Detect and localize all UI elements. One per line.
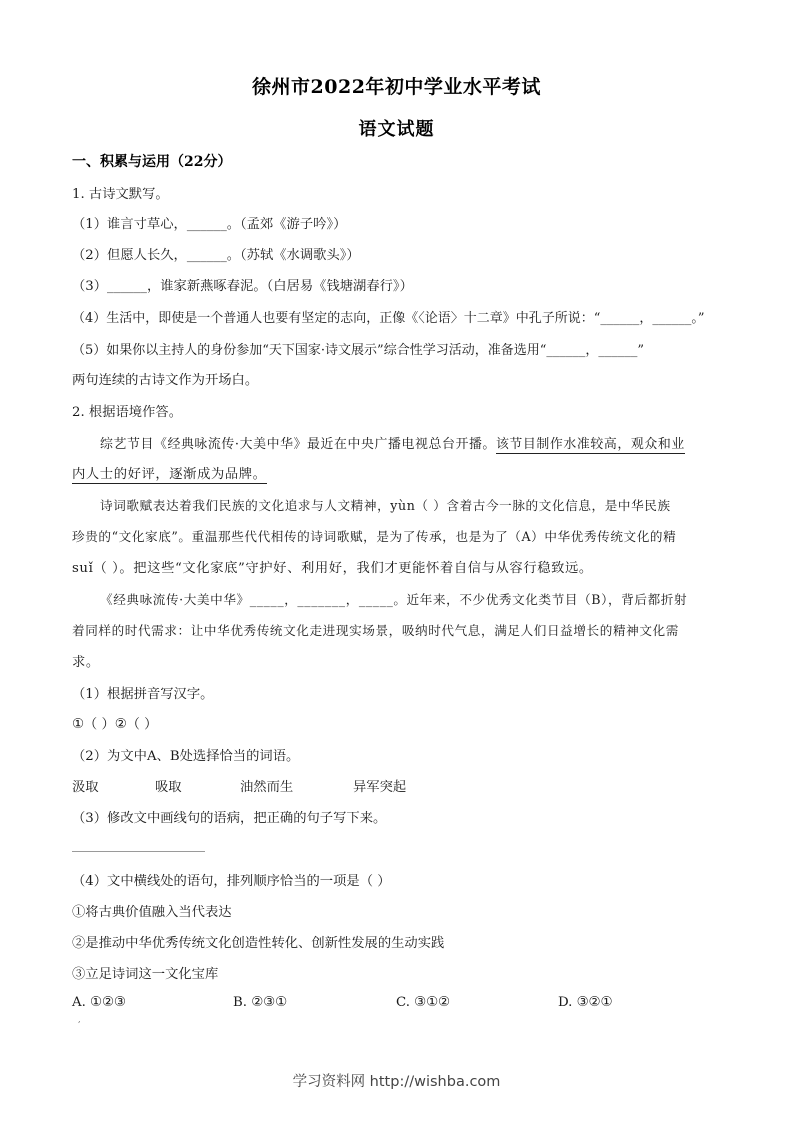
passage-paragraph-1-cont <box>72 463 267 482</box>
section-heading: 一、积累与运用（22分） <box>72 154 232 170</box>
pinyin-answer-blanks: ①（ ）②（ ） <box>72 717 158 732</box>
sub-question-3: （3）修改文中画线句的语病，把正确的句子写下来。 <box>72 811 387 826</box>
word-choice: 吸取 <box>155 780 182 795</box>
word-choice: 汲取 <box>72 780 99 795</box>
question-1-item: （1）谁言寸草心，______。（孟郊《游子吟》） <box>72 217 347 232</box>
question-1-item-continuation: 两句连续的古诗文作为开场白。 <box>72 373 259 388</box>
answer-option-b: B. ②③① <box>233 995 287 1010</box>
answer-option-c: C. ③①② <box>396 995 450 1010</box>
underlined-sentence: 内人士的好评，逐渐成为品牌。 <box>72 467 267 482</box>
passage-paragraph-2-cont: 珍贵的“文化家底”。重温那些代代相传的诗词歌赋，是为了传承，也是为了（A）中华优秀传统文化的精 <box>72 529 677 544</box>
ordering-sentence: ①将古典价值融入当代表达 <box>72 905 232 920</box>
exam-title: 徐州市2022年初中学业水平考试 <box>252 76 541 98</box>
passage-paragraph-2-cont: suǐ（ ）。把这些“文化家底”守护好、利用好，我们才更能怀着自信与从容行稳致远。 <box>72 561 593 576</box>
sub-question-4: （4）文中横线处的语句，排列顺序恰当的一项是（ ） <box>72 874 391 889</box>
passage-paragraph-3-cont: 着同样的时代需求：让中华优秀传统文化走进现实场景，吸纳时代气息，满足人们日益增长的精神文化需 <box>72 623 679 638</box>
answer-option-a: A. ①②③ <box>72 995 126 1010</box>
passage-paragraph-1 <box>100 433 685 452</box>
word-choice: 异军突起 <box>353 780 407 795</box>
exam-subtitle: 语文试题 <box>358 119 435 140</box>
passage-paragraph-3: 《经典咏流传·大美中华》_____，_______，_____。近年来，不少优秀文化类节目（B），背后都折射 <box>100 592 688 607</box>
question-1-stem: 1. 古诗文默写。 <box>72 187 169 202</box>
passage-text: 综艺节目《经典咏流传·大美中华》最近在中央广播电视总台开播。 <box>100 437 496 452</box>
question-2-stem: 2. 根据语境作答。 <box>72 405 182 420</box>
stray-mark: , <box>78 1015 81 1024</box>
sub-question-2: （2）为文中A、B处选择恰当的词语。 <box>72 749 300 764</box>
word-choice: 油然而生 <box>240 780 294 795</box>
underlined-sentence: 该节目制作水准较高，观众和业 <box>495 437 685 452</box>
answer-option-d: D. ③②① <box>558 995 613 1010</box>
ordering-sentence: ②是推动中华优秀传统文化创造性转化、创新性发展的生动实践 <box>72 936 445 951</box>
question-1-item: （5）如果你以主持人的身份参加“天下国家·诗文展示”综合性学习活动，准备选用“______，______” <box>72 343 644 358</box>
answer-divider-line <box>72 851 205 852</box>
question-1-item: （4）生活中，即使是一个普通人也要有坚定的志向，正像《〈论语〉十二章》中孔子所说：“______，______。” <box>72 311 705 326</box>
page-footer-watermark: 学习资料网 http://wishba.com <box>292 1074 501 1090</box>
sub-question-1: （1）根据拼音写汉字。 <box>72 687 214 702</box>
ordering-sentence: ③立足诗词这一文化宝库 <box>72 967 219 982</box>
question-1-item: （3）______，谁家新燕啄春泥。（白居易《钱塘湖春行》） <box>72 279 413 294</box>
question-1-item: （2）但愿人长久，______。（苏轼《水调歌头》） <box>72 248 360 263</box>
passage-paragraph-3-cont: 求。 <box>72 655 100 670</box>
passage-paragraph-2: 诗词歌赋表达着我们民族的文化追求与人文精神，yùn（ ）含着古今一脉的文化信息，是中华民族 <box>100 498 671 513</box>
